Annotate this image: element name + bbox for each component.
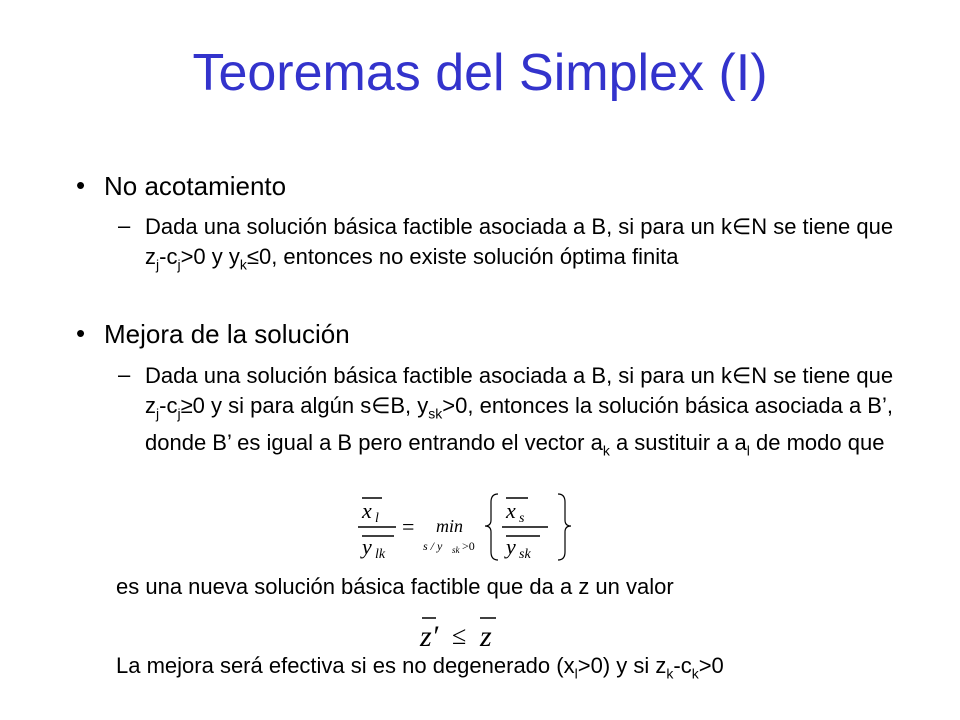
min-condition-tail: >0 [462, 539, 475, 553]
lhs-denominator-sub: lk [375, 547, 386, 562]
slide-title: Teoremas del Simplex (I) [192, 44, 768, 102]
rhs-numerator-sub: s [519, 511, 525, 526]
leq-sign: ≤ [452, 621, 467, 650]
z-prime: z′ [420, 620, 439, 653]
rhs-denominator-sub: sk [519, 547, 531, 562]
bullet-2-text: Dada una solución básica factible asociada a B, si para un k∈N se tiene que $z_j-c_j\ge 0$ y si para algún s∈B, $y_{sk}>0$, entonces la solución básica asociada a B’, donde B’ es igual a B pero entrando el vector $a_k$ a sustituir a $a_l$ de modo que [145, 363, 894, 459]
conclusion-line: es una nueva solución básica factible que da a z un valor [116, 574, 674, 599]
min-operator: min [436, 516, 463, 536]
ratio-test-formula [348, 488, 578, 568]
bullet-2-label: Mejora de la solución [104, 319, 350, 349]
improvement-condition: La mejora será efectiva si es no degenerado $(x_l>0)$ y si $z_k-c_k>0$ [116, 653, 724, 682]
lhs-numerator-sub: l [375, 511, 379, 526]
z-bar: z [480, 620, 492, 653]
left-brace [485, 494, 498, 560]
min-condition: s / y [423, 539, 443, 553]
bullet-1-label: No acotamiento [104, 171, 287, 201]
objective-inequality-formula [412, 612, 512, 654]
right-brace [558, 494, 571, 560]
rhs-denominator: y [506, 534, 516, 559]
min-condition-sub: sk [452, 545, 460, 555]
sub-dash-2: – [118, 362, 131, 387]
equals-sign: = [402, 514, 415, 539]
bullet-dot-2: • [76, 318, 86, 348]
rhs-numerator: x [506, 498, 516, 523]
sub-dash-1: – [118, 213, 131, 238]
lhs-denominator: y [362, 534, 372, 559]
bullet-1-text: Dada una solución básica factible asociada a B, si para un k∈N se tiene que $z_j-c_j>0$ y $y_k\le 0$, entonces no existe solución óptima finita [145, 214, 894, 273]
bullet-dot-1: • [76, 170, 86, 200]
lhs-numerator: x [362, 498, 372, 523]
